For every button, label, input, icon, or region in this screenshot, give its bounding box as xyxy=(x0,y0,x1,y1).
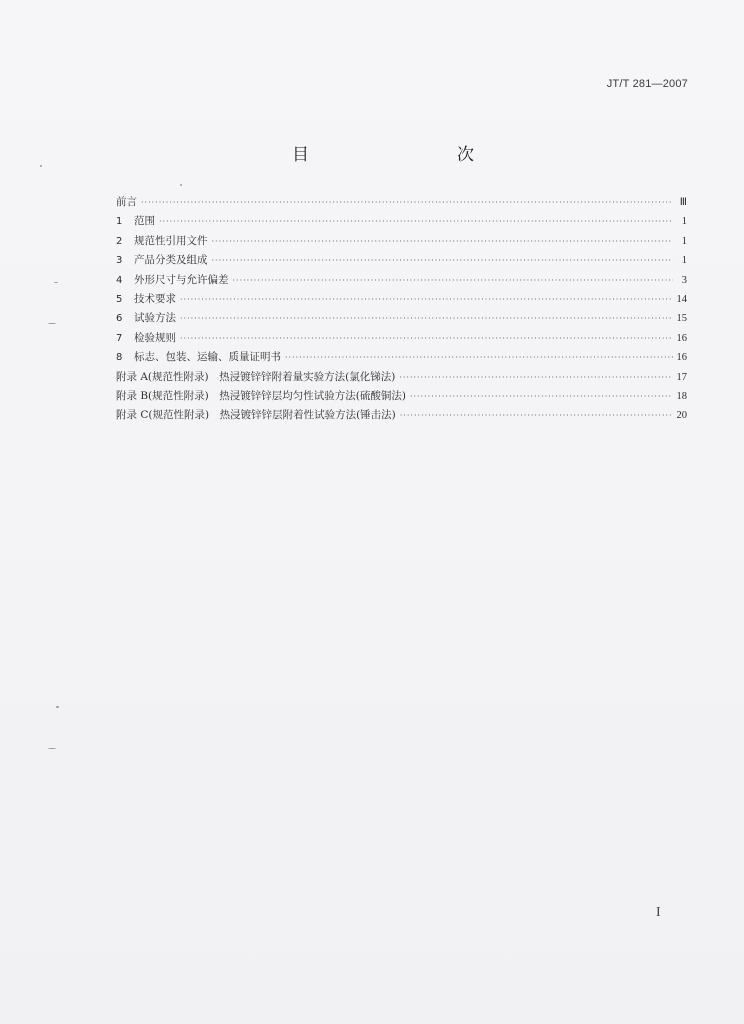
toc-entry-appendix-c[interactable] xyxy=(116,407,687,426)
toc-entry-page: 16 xyxy=(676,332,687,344)
toc-entry-label: 附录 A(规范性附录) 热浸镀锌锌附着量实验方法(氯化锑法) xyxy=(116,370,396,383)
toc-entry-3[interactable] xyxy=(116,252,687,271)
scan-speck xyxy=(56,706,59,708)
toc-entry-text: 产品分类及组成 xyxy=(134,254,208,267)
toc-entry-6[interactable] xyxy=(116,310,687,329)
toc-leader-dots xyxy=(400,411,673,420)
toc-entry-text: 外形尺寸与允许偏差 xyxy=(134,273,229,286)
page-number: I xyxy=(656,905,661,920)
toc-entry-number: 8 xyxy=(116,352,123,364)
toc-entry-label xyxy=(116,330,176,345)
toc-entry-page: 20 xyxy=(676,410,687,422)
toc-entry-number: 4 xyxy=(116,274,123,286)
table-of-contents xyxy=(116,194,687,427)
toc-entry-2[interactable] xyxy=(116,233,687,252)
toc-entry-page: 1 xyxy=(681,235,687,247)
toc-entry-text: 检验规则 xyxy=(134,331,176,344)
toc-entry-page: 1 xyxy=(681,255,687,267)
scan-speck xyxy=(48,323,56,324)
toc-entry-number: 3 xyxy=(116,255,123,267)
toc-entry-7[interactable] xyxy=(116,330,687,349)
toc-entry-5[interactable] xyxy=(116,291,687,310)
toc-entry-page: 14 xyxy=(676,293,687,305)
toc-entry-label xyxy=(116,213,155,228)
toc-entry-text: 技术要求 xyxy=(134,292,176,305)
toc-leader-dots xyxy=(399,373,672,382)
toc-leader-dots xyxy=(212,256,674,265)
toc-entry-text: 范围 xyxy=(134,215,155,228)
toc-entry-page: 16 xyxy=(676,352,687,364)
toc-entry-label xyxy=(116,349,281,364)
toc-entry-appendix-a[interactable] xyxy=(116,369,687,388)
toc-leader-dots xyxy=(141,198,673,207)
toc-title: 目 次 xyxy=(292,145,512,165)
toc-entry-1[interactable] xyxy=(116,213,687,232)
toc-entry-page: 1 xyxy=(681,216,687,228)
toc-entry-page: 17 xyxy=(676,371,687,383)
toc-leader-dots xyxy=(180,334,673,343)
toc-entry-label: 附录 B(规范性附录) 热浸镀锌锌层均匀性试验方法(硫酸铜法) xyxy=(116,389,406,402)
toc-entry-page: 18 xyxy=(676,390,687,402)
toc-entry-number: 5 xyxy=(116,293,123,305)
toc-leader-dots xyxy=(410,392,673,401)
toc-entry-4[interactable] xyxy=(116,272,687,291)
toc-entry-number: 1 xyxy=(116,216,123,228)
standard-code: JT/T 281—2007 xyxy=(606,78,688,90)
toc-entry-8[interactable] xyxy=(116,349,687,368)
toc-entry-label xyxy=(116,291,176,306)
toc-leader-dots xyxy=(159,217,673,226)
toc-entry-label: 前言 xyxy=(116,196,137,208)
scan-speck xyxy=(54,282,58,283)
toc-entry-label xyxy=(116,252,208,267)
toc-entry-text: 标志、包装、运输、质量证明书 xyxy=(134,351,281,364)
toc-entry-number: 7 xyxy=(116,332,123,344)
scan-speck xyxy=(48,748,56,749)
toc-entry-label xyxy=(116,272,229,287)
scan-speck xyxy=(180,184,182,186)
toc-entry-number: 2 xyxy=(116,235,123,247)
toc-entry-label xyxy=(116,233,208,248)
toc-leader-dots xyxy=(233,276,674,285)
toc-entry-text: 规范性引用文件 xyxy=(134,234,208,247)
toc-leader-dots xyxy=(285,353,673,362)
toc-entry-appendix-b[interactable] xyxy=(116,388,687,407)
toc-entry-foreword[interactable] xyxy=(116,194,687,213)
toc-entry-text: 试验方法 xyxy=(134,312,176,325)
toc-entry-label: 附录 C(规范性附录) 热浸镀锌锌层附着性试验方法(锤击法) xyxy=(116,409,396,422)
toc-leader-dots xyxy=(180,295,673,304)
toc-entry-page: Ⅲ xyxy=(679,197,687,208)
scan-speck xyxy=(40,165,42,167)
toc-entry-number: 6 xyxy=(116,313,123,325)
toc-entry-page: 15 xyxy=(676,313,687,325)
toc-leader-dots xyxy=(212,237,674,246)
toc-entry-page: 3 xyxy=(681,274,687,286)
toc-entry-label xyxy=(116,310,176,325)
toc-leader-dots xyxy=(180,314,673,323)
